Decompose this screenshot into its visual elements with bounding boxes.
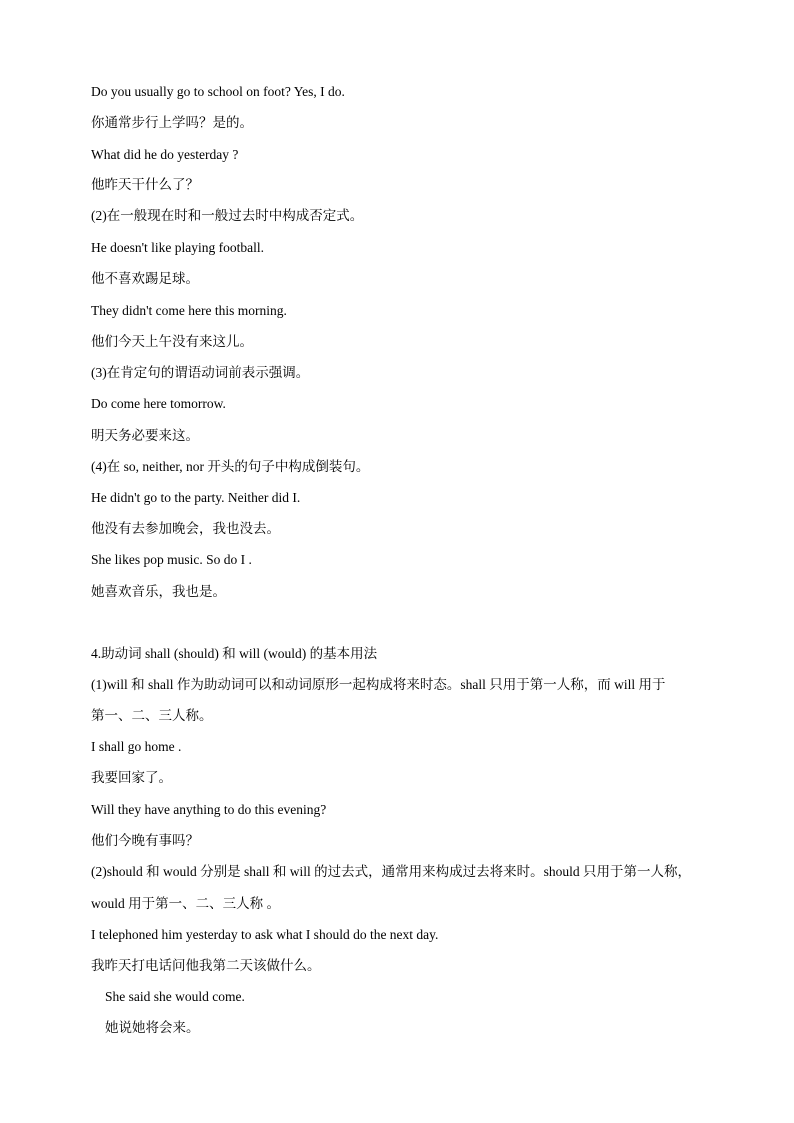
text-line: 他没有去参加晚会，我也没去。 [91,521,280,536]
text-line: 他昨天干什么了？ [91,177,199,192]
section-heading: (2)在一般现在时和一般过去时中构成否定式。 [91,208,364,223]
text-line: 第一、二、三人称。 [91,708,213,723]
text-line: 他们今天上午没有来这儿。 [91,334,253,349]
section-heading: (4)在 so, neither, nor 开头的句子中构成倒装句。 [91,459,370,474]
text-line: 他们今晚有事吗？ [91,833,199,848]
text-line: 我昨天打电话问他我第二天该做什么。 [91,958,321,973]
text-line: Will they have anything to do this evening? [91,802,327,817]
text-line: Do you usually go to school on foot? Yes, I do. [91,84,345,99]
text-line: They didn't come here this morning. [91,303,287,318]
section-heading: (3)在肯定句的谓语动词前表示强调。 [91,365,310,380]
text-line: 她说她将会来。 [105,1020,200,1035]
text-line: would 用于第一、二、三人称 。 [91,896,280,911]
text-line: I shall go home . [91,739,182,754]
section-title: 4.助动词 shall (should) 和 will (would) 的基本用法 [91,646,378,661]
text-line: He doesn't like playing football. [91,240,265,255]
text-line: 我要回家了。 [91,770,172,785]
section-heading: (1)will 和 shall 作为助动词可以和动词原形一起构成将来时态。shall 只用于第一人称，而 will 用于 [91,677,666,692]
text-line: She said she would come. [105,989,245,1004]
text-line: 明天务必要来这。 [91,428,199,443]
text-line: Do come here tomorrow. [91,396,226,411]
text-line: She likes pop music. So do I . [91,552,252,567]
section-heading: (2)should 和 would 分别是 shall 和 will 的过去式，通常用来构成过去将来时。should 只用于第一人称， [91,864,691,879]
text-line: 她喜欢音乐，我也是。 [91,584,226,599]
text-line: He didn't go to the party. Neither did I. [91,490,301,505]
text-line: 他不喜欢踢足球。 [91,271,199,286]
text-line: What did he do yesterday ? [91,147,239,162]
text-line: 你通常步行上学吗？是的。 [91,115,253,130]
text-line: I telephoned him yesterday to ask what I should do the next day. [91,927,439,942]
